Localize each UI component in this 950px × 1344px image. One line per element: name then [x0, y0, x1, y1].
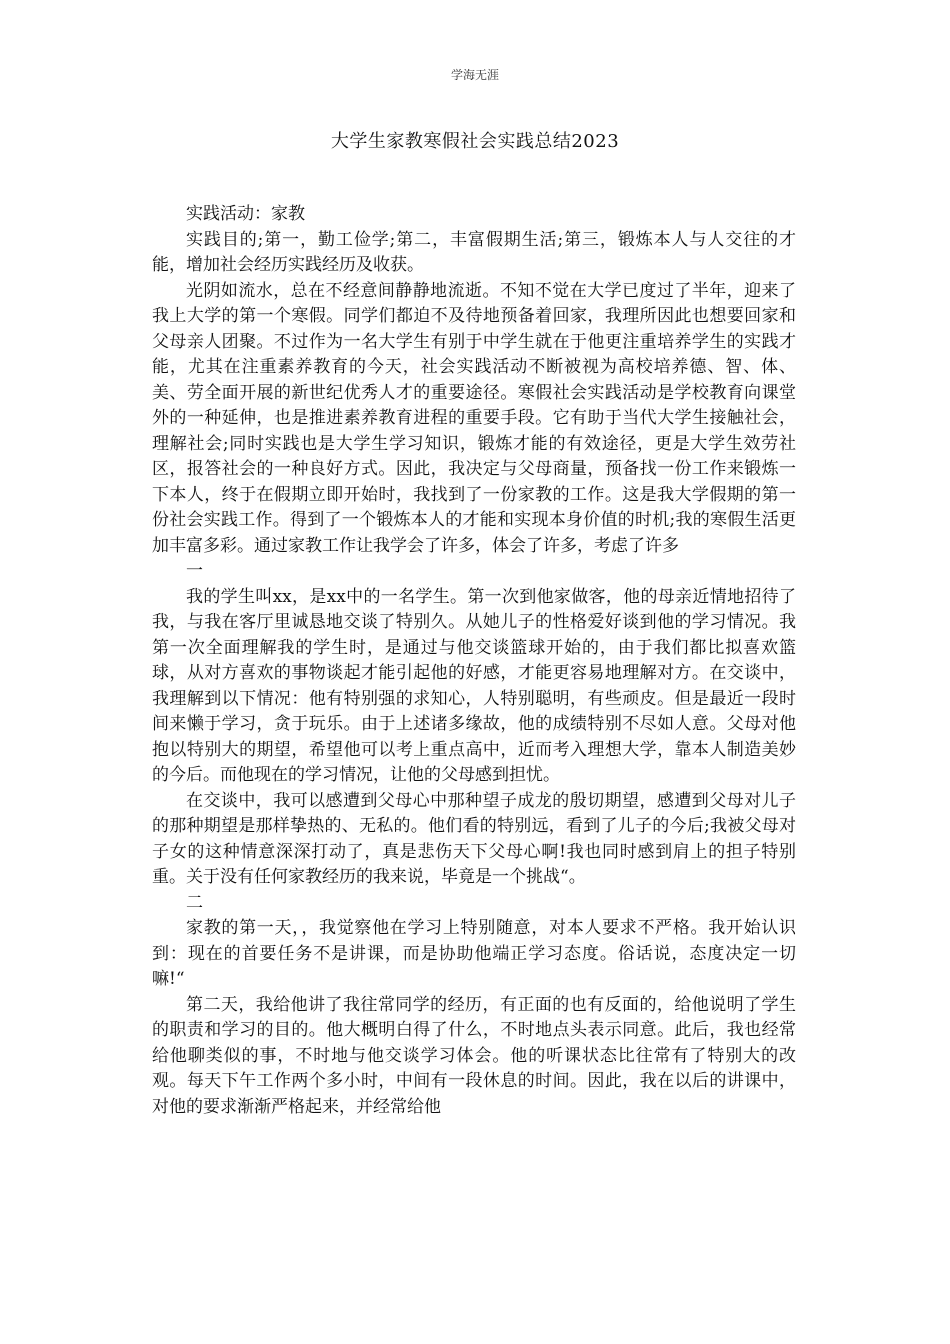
paragraph-student: 我的学生叫xx，是xx中的一名学生。第一次到他家做客，他的母亲近情地招待了我，与我在客厅里诚恳地交谈了特别久。从她儿子的性格爱好谈到他的学习情况。我第一次全面理解我的学生时，是通过与他交谈篮球开始的，由于我们都比拟喜欢篮球，从对方喜欢的事物谈起才能引起他的好感，才能更容易地理解对方。在交谈中，我理解到以下情况：他有特别强的求知心，人特别聪明，有些顽皮。但是最近一段时间来懒于学习，贪于玩乐。由于上述诸多缘故，他的成绩特别不尽如人意。父母对他抱以特别大的期望，希望他可以考上重点高中，近而考入理想大学，靠本人制造美妙的今后。而他现在的学习情况，让他的父母感到担忧。	[152, 586, 796, 785]
document-title: 大学生家教寒假社会实践总结2023	[330, 131, 620, 152]
section-heading-two: 二	[186, 892, 203, 913]
document-body	[152, 202, 796, 1120]
paragraph-second-day: 第二天，我给他讲了我往常同学的经历，有正面的也有反面的，给他说明了学生的职责和学习的目的。他大概明白得了什么，不时地点头表示同意。此后，我也经常给他聊类似的事，不时地与他交谈学习体会。他的听课状态比往常有了特别大的改观。每天下午工作两个多小时，中间有一段休息的时间。因此，我在以后的讲课中，对他的要求渐渐严格起来，并经常给他	[152, 994, 796, 1117]
paragraph-intro: 光阴如流水，总在不经意间静静地流逝。不知不觉在大学已度过了半年，迎来了我上大学的第一个寒假。同学们都迫不及待地预备着回家，我理所因此也想要回家和父母亲人团聚。不过作为一名大学生有别于中学生就在于他更注重培养学生的实践才能，尤其在注重素养教育的今天，社会实践活动不断被视为高校培养德、智、体、美、劳全面开展的新世纪优秀人才的重要途径。寒假社会实践活动是学校教育向课堂外的一种延伸，也是推进素养教育进程的重要手段。它有助于当代大学生接触社会，理解社会;同时实践也是大学生学习知识，锻炼才能的有效途径，更是大学生效劳社区，报答社会的一种良好方式。因此，我决定与父母商量，预备找一份工作来锻炼一下本人，终于在假期立即开始时，我找到了一份家教的工作。这是我大学假期的第一份社会实践工作。得到了一个锻炼本人的才能和实现本身价值的时机;我的寒假生活更加丰富多彩。通过家教工作让我学会了许多，体会了许多，考虑了许多	[152, 280, 796, 556]
paragraph-first-day: 家教的第一天，，我觉察他在学习上特别随意，对本人要求不严格。我开始认识到：现在的首要任务不是讲课，而是协助他端正学习态度。俗话说，态度决定一切嘛!“	[152, 918, 796, 989]
section-heading-one: 一	[186, 561, 203, 581]
paragraph-parents: 在交谈中，我可以感遭到父母心中那种望子成龙的殷切期望，感遭到父母对儿子的那种期望是那样挚热的、无私的。他们看的特别远，看到了儿子的今后;我被父母对子女的这种情意深深打动了，真是悲伤天下父母心啊!我也同时感到肩上的担子特别重。关于没有任何家教经历的我来说，毕竟是一个挑战“。	[152, 790, 796, 887]
page-header: 学海无涯	[450, 68, 499, 82]
paragraph-purpose: 实践目的;第一，勤工俭学;第二，丰富假期生活;第三，锻炼本人与人交往的才能，增加社会经历实践经历及收获。	[152, 229, 796, 275]
paragraph-activity: 实践活动：家教	[186, 204, 305, 224]
